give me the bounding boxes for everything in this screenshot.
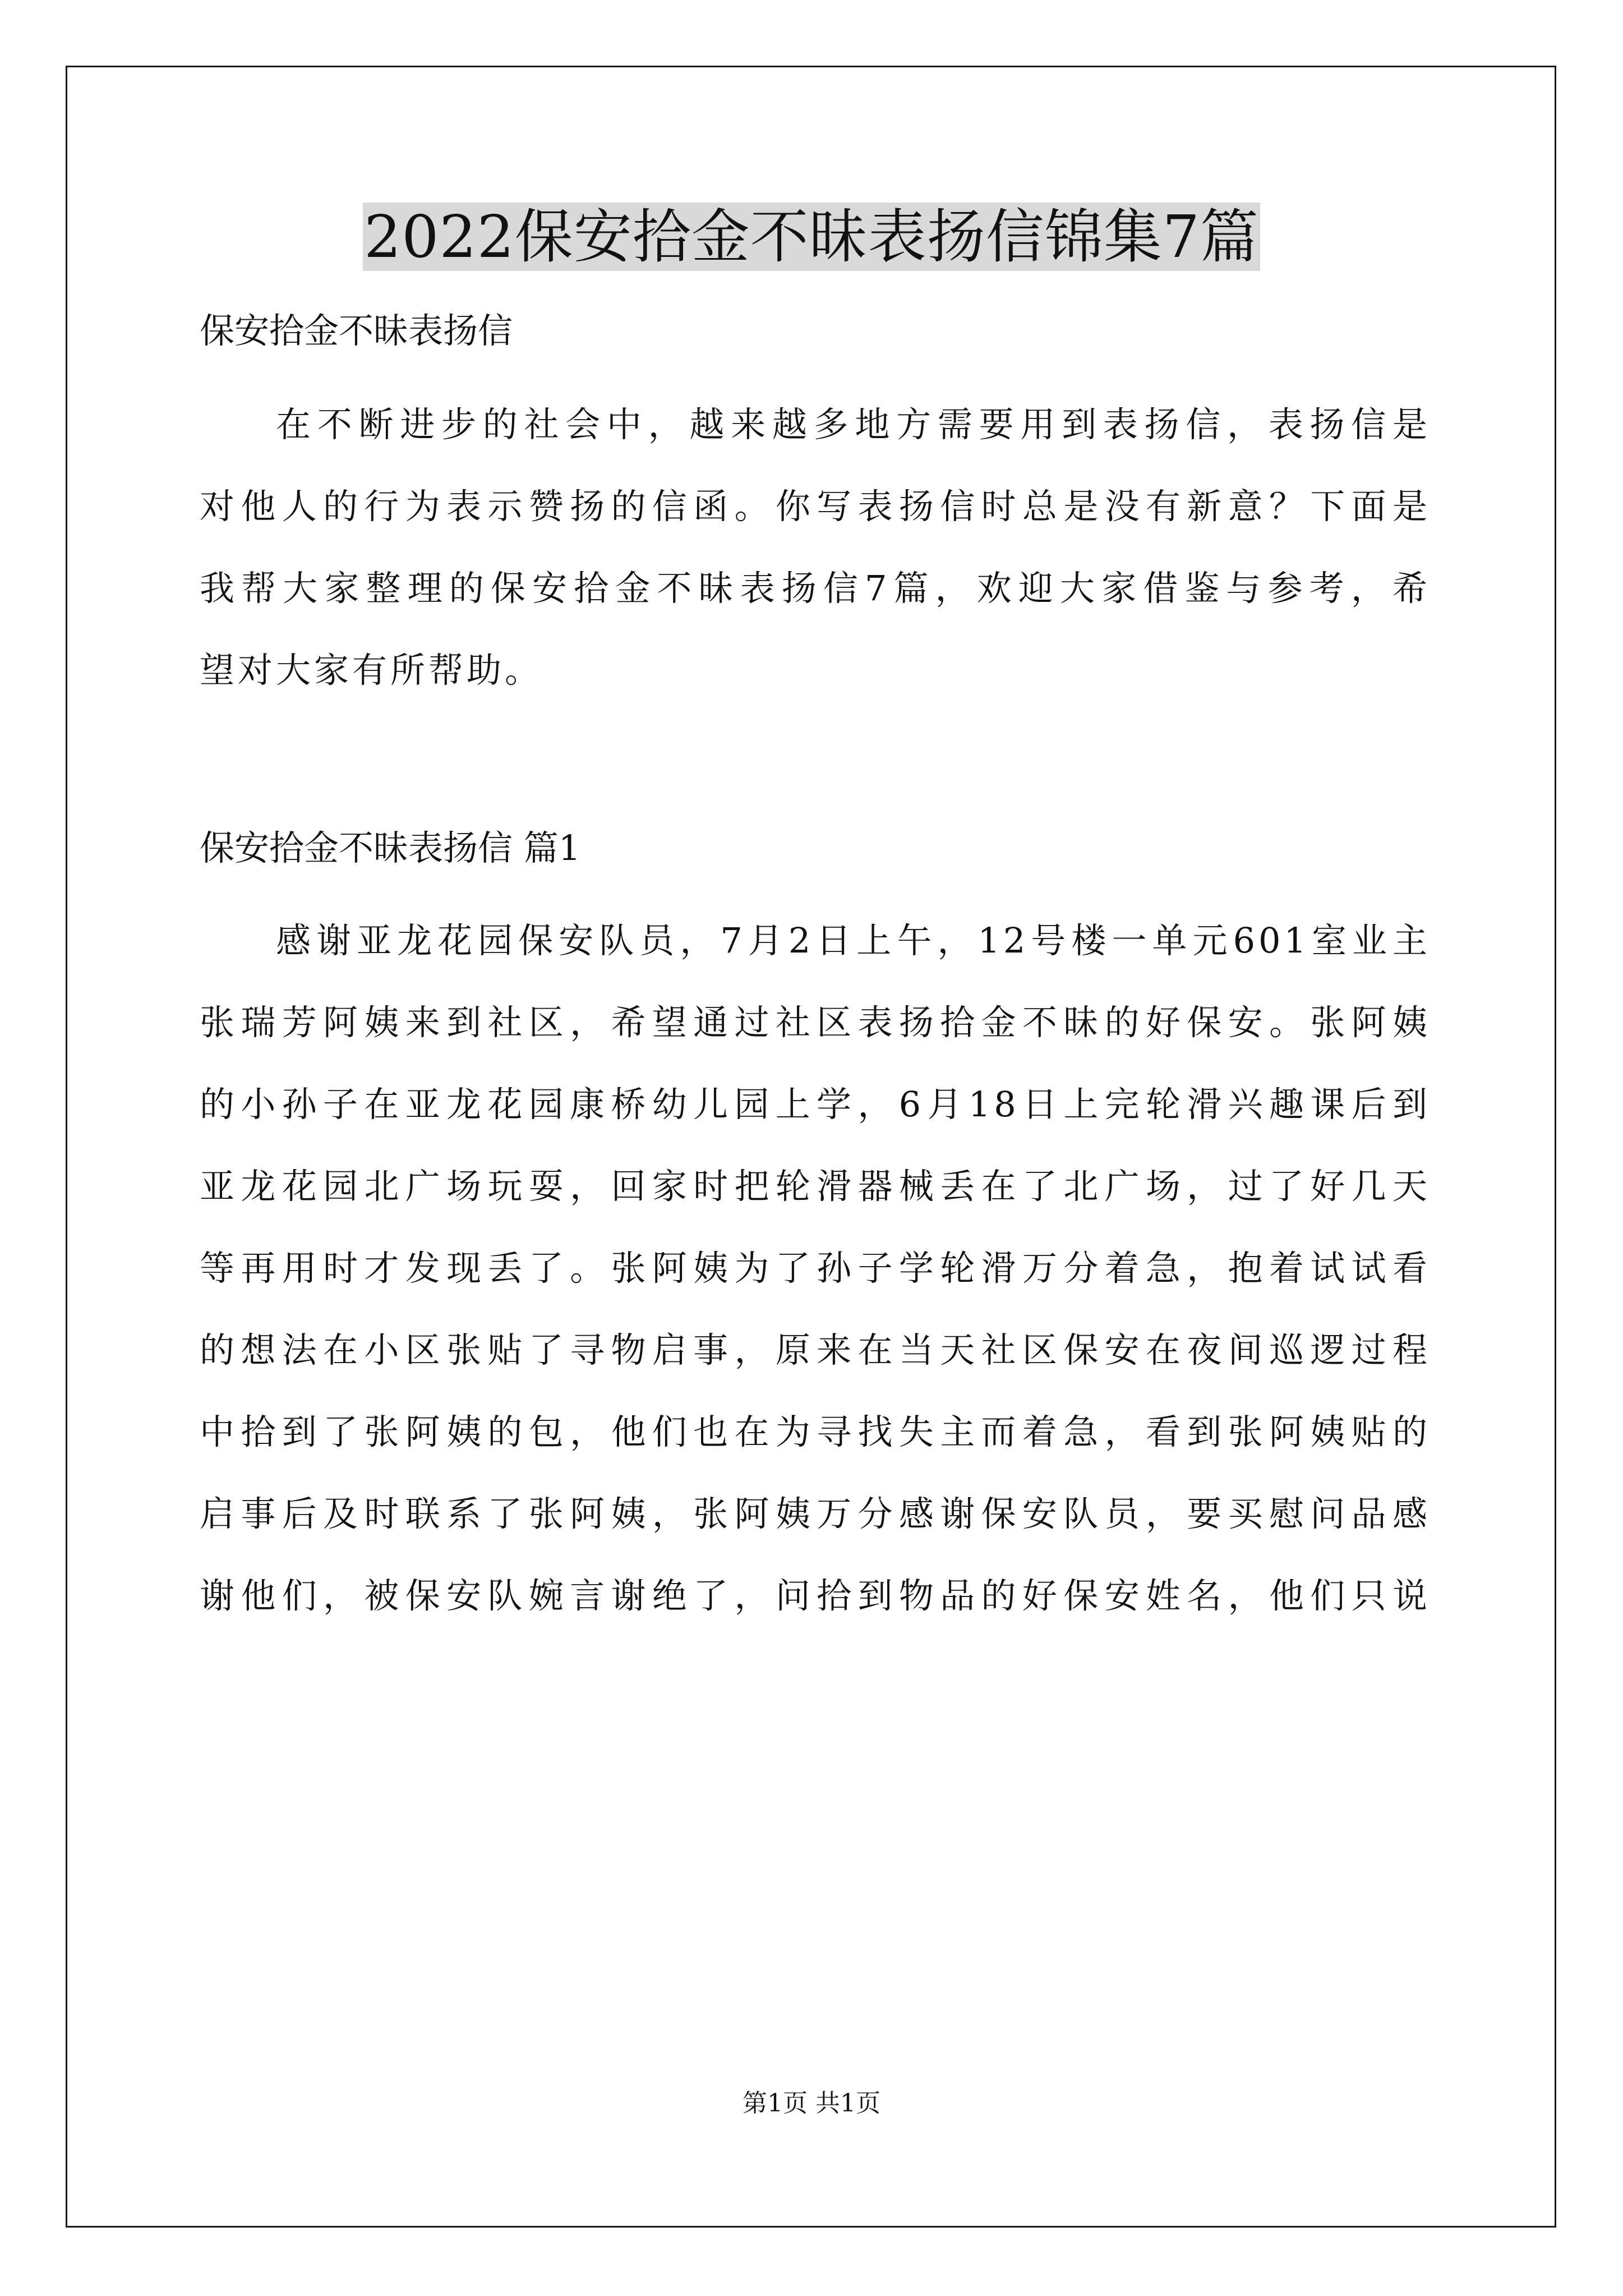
document-body	[200, 303, 1431, 1637]
intro-paragraph	[200, 384, 1431, 711]
paragraph-line: 中拾到了张阿姨的包，他们也在为寻找失主而着急，看到张阿姨贴的	[200, 1411, 1431, 1452]
paragraph-line: 望对大家有所帮助。	[200, 650, 543, 691]
paragraph-line: 等再用时才发现丢了。张阿姨为了孙子学轮滑万分着急，抱着试试看	[200, 1248, 1431, 1289]
paragraph-line: 谢他们，被保安队婉言谢绝了，问拾到物品的好保安姓名，他们只说	[200, 1575, 1431, 1616]
document-title	[0, 197, 1623, 276]
paragraph-line: 的小孙子在亚龙花园康桥幼儿园上学，6月18日上完轮滑兴趣课后到	[200, 1084, 1431, 1125]
page-footer: 第1页 共1页	[743, 2089, 880, 2118]
part1-heading: 保安拾金不昧表扬信 篇1	[200, 827, 581, 868]
paragraph-line: 在不断进步的社会中，越来越多地方需要用到表扬信，表扬信是	[276, 404, 1431, 445]
paragraph-line: 的想法在小区张贴了寻物启事，原来在当天社区保安在夜间巡逻过程	[200, 1329, 1431, 1370]
intro-heading: 保安拾金不昧表扬信	[200, 310, 513, 351]
document-title-text: 2022保安拾金不昧表扬信锦集7篇	[364, 203, 1259, 271]
paragraph-line: 感谢亚龙花园保安队员，7月2日上午，12号楼一单元601室业主	[276, 920, 1431, 961]
paragraph-line: 张瑞芳阿姨来到社区，希望通过社区表扬拾金不昧的好保安。张阿姨	[200, 1002, 1431, 1043]
paragraph-line: 亚龙花园北广场玩耍，回家时把轮滑器械丢在了北广场，过了好几天	[200, 1166, 1431, 1207]
paragraph-line: 对他人的行为表示赞扬的信函。你写表扬信时总是没有新意？下面是	[200, 486, 1431, 527]
part1-paragraph	[200, 900, 1431, 1637]
paragraph-line: 启事后及时联系了张阿姨，张阿姨万分感谢保安队员，要买慰问品感	[200, 1493, 1431, 1534]
paragraph-line: 我帮大家整理的保安拾金不昧表扬信7篇，欢迎大家借鉴与参考，希	[200, 568, 1431, 609]
